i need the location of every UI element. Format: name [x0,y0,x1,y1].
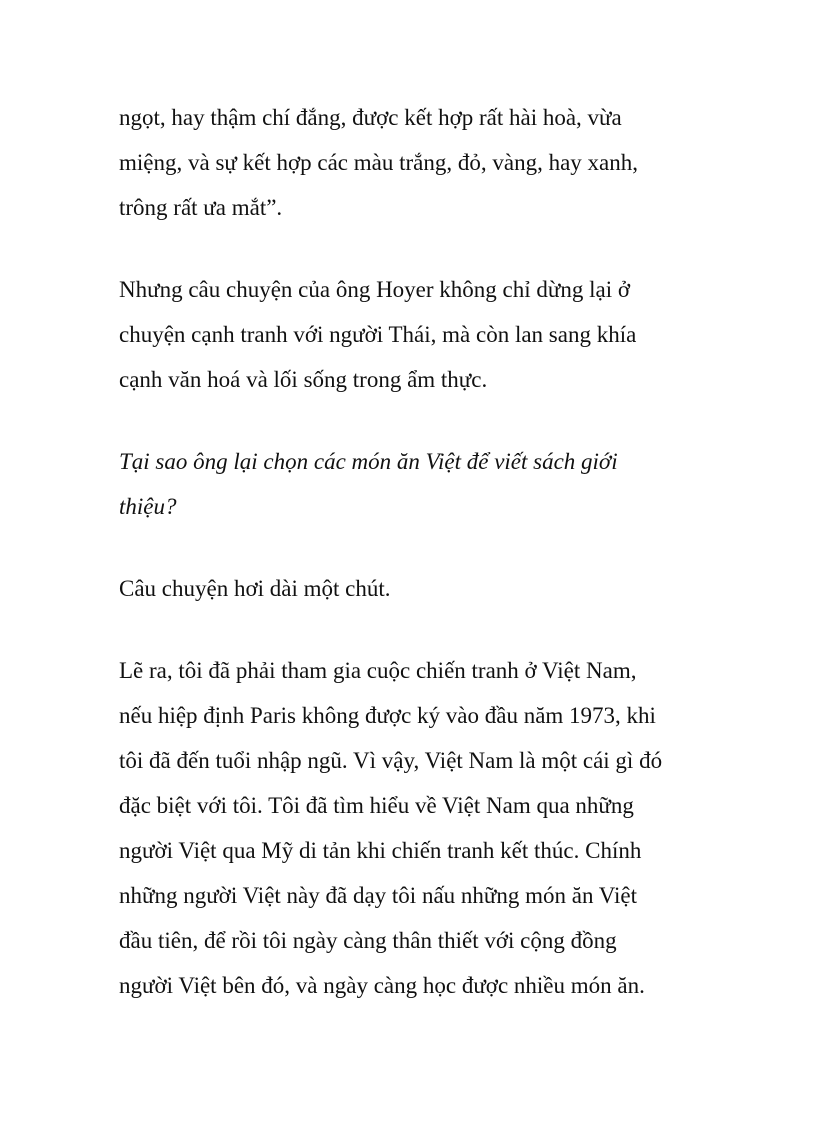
text-line: người Việt qua Mỹ di tản khi chiến tranh kết thúc. Chính [119,838,642,863]
text-line: ngọt, hay thậm chí đắng, được kết hợp rất hài hoà, vừa [119,105,622,130]
paragraph-4 [119,571,719,616]
paragraph-2 [119,272,719,407]
paragraph-gap [119,534,719,571]
text-line: đầu tiên, để rồi tôi ngày càng thân thiết với cộng đồng [119,928,617,953]
text-line: trông rất ưa mắt”. [119,195,283,220]
text-line: Lẽ ra, tôi đã phải tham gia cuộc chiến tranh ở Việt Nam, [119,658,637,683]
document-body [119,100,719,1013]
text-line: người Việt bên đó, và ngày càng học được nhiều món ăn. [119,973,645,998]
paragraph-1 [119,100,719,235]
text-line: những người Việt này đã dạy tôi nấu những món ăn Việt [119,883,638,908]
text-line: thiệu? [119,494,177,519]
text-line: chuyện cạnh tranh với người Thái, mà còn lan sang khía [119,322,637,347]
text-line: cạnh văn hoá và lối sống trong ẩm thực. [119,367,488,392]
text-line: miệng, và sự kết hợp các màu trắng, đỏ, vàng, hay xanh, [119,150,638,175]
paragraph-5 [119,653,719,1013]
paragraph-gap [119,235,719,272]
paragraph-gap [119,407,719,444]
interview-question [119,444,719,534]
text-line: đặc biệt với tôi. Tôi đã tìm hiểu về Việt Nam qua những [119,793,634,818]
text-line: Nhưng câu chuyện của ông Hoyer không chỉ dừng lại ở [119,277,631,302]
text-line: nếu hiệp định Paris không được ký vào đầu năm 1973, khi [119,703,656,728]
paragraph-gap [119,616,719,653]
text-line: Câu chuyện hơi dài một chút. [119,576,391,601]
text-line: Tại sao ông lại chọn các món ăn Việt để viết sách giới [119,449,618,474]
text-line: tôi đã đến tuổi nhập ngũ. Vì vậy, Việt Nam là một cái gì đó [119,748,663,773]
